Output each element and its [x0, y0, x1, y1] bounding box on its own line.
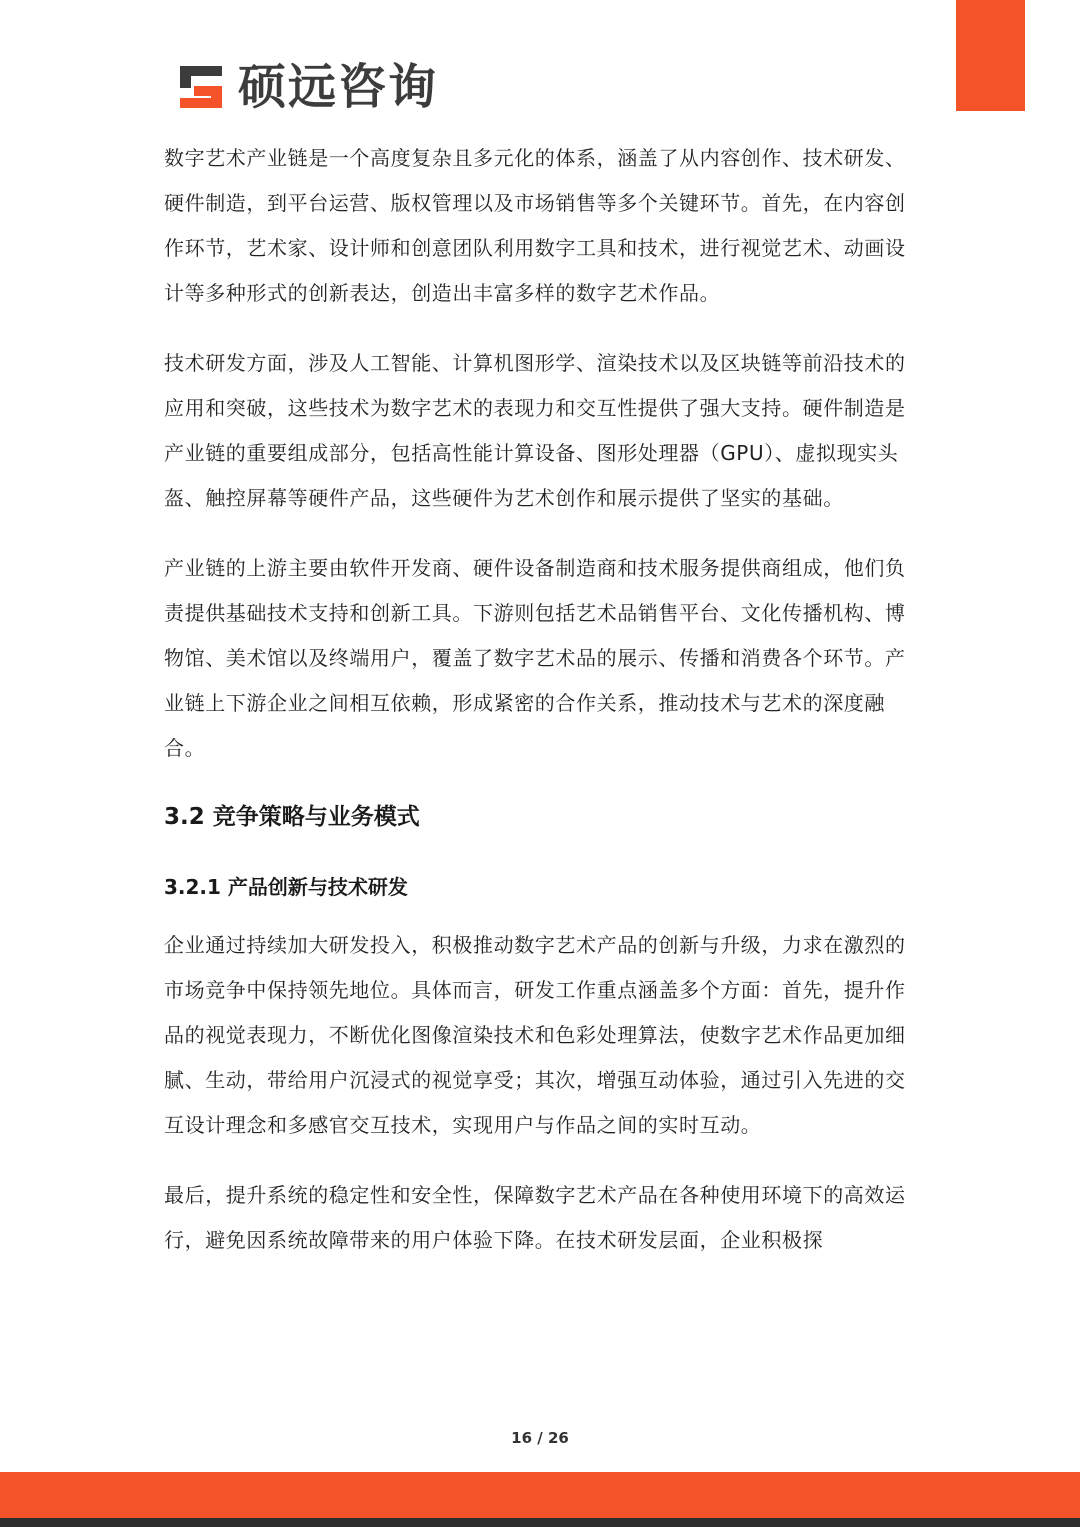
paragraph-product-innovation: 企业通过持续加大研发投入，积极推动数字艺术产品的创新与升级，力求在激烈的市场竞争中保持领先地位。具体而言，研发工作重点涵盖多个方面：首先，提升作品的视觉表现力，不断优化图像渲染技术和色彩处理算法，使数字艺术作品更加细腻、生动，带给用户沉浸式的视觉享受；其次，增强互动体验，通过引入先进的交互设计理念和多感官交互技术，实现用户与作品之间的实时互动。 [164, 933, 906, 1137]
section-heading: 3.2 竞争策略与业务模式 [164, 804, 420, 830]
brand-header [176, 60, 438, 114]
paragraph-stability-security: 最后，提升系统的稳定性和安全性，保障数字艺术产品在各种使用环境下的高效运行，避免因系统故障带来的用户体验下降。在技术研发层面，企业积极探 [164, 1183, 906, 1252]
corner-accent-tab [956, 0, 1025, 111]
s-block-logo-icon [176, 62, 226, 112]
brand-name: 硕远咨询 [238, 59, 439, 115]
footer-accent-bar [0, 1472, 1080, 1518]
page-number: 16 / 26 [511, 1429, 569, 1447]
document-content [164, 136, 916, 1263]
paragraph-industry-chain: 数字艺术产业链是一个高度复杂且多元化的体系，涵盖了从内容创作、技术研发、硬件制造，到平台运营、版权管理以及市场销售等多个关键环节。首先，在内容创作环节，艺术家、设计师和创意团队利用数字工具和技术，进行视觉艺术、动画设计等多种形式的创新表达，创造出丰富多样的数字艺术作品。 [164, 146, 906, 305]
paragraph-tech-rd: 技术研发方面，涉及人工智能、计算机图形学、渲染技术以及区块链等前沿技术的应用和突破，这些技术为数字艺术的表现力和交互性提供了强大支持。硬件制造是产业链的重要组成部分，包括高性能计算设备、图形处理器（GPU）、虚拟现实头盔、触控屏幕等硬件产品，这些硬件为艺术创作和展示提供了坚实的基础。 [164, 351, 906, 510]
footer-dark-strip [0, 1518, 1080, 1527]
subsection-heading: 3.2.1 产品创新与技术研发 [164, 875, 408, 899]
paragraph-upstream-downstream: 产业链的上游主要由软件开发商、硬件设备制造商和技术服务提供商组成，他们负责提供基础技术支持和创新工具。下游则包括艺术品销售平台、文化传播机构、博物馆、美术馆以及终端用户，覆盖了数字艺术品的展示、传播和消费各个环节。产业链上下游企业之间相互依赖，形成紧密的合作关系，推动技术与艺术的深度融合。 [164, 556, 906, 760]
